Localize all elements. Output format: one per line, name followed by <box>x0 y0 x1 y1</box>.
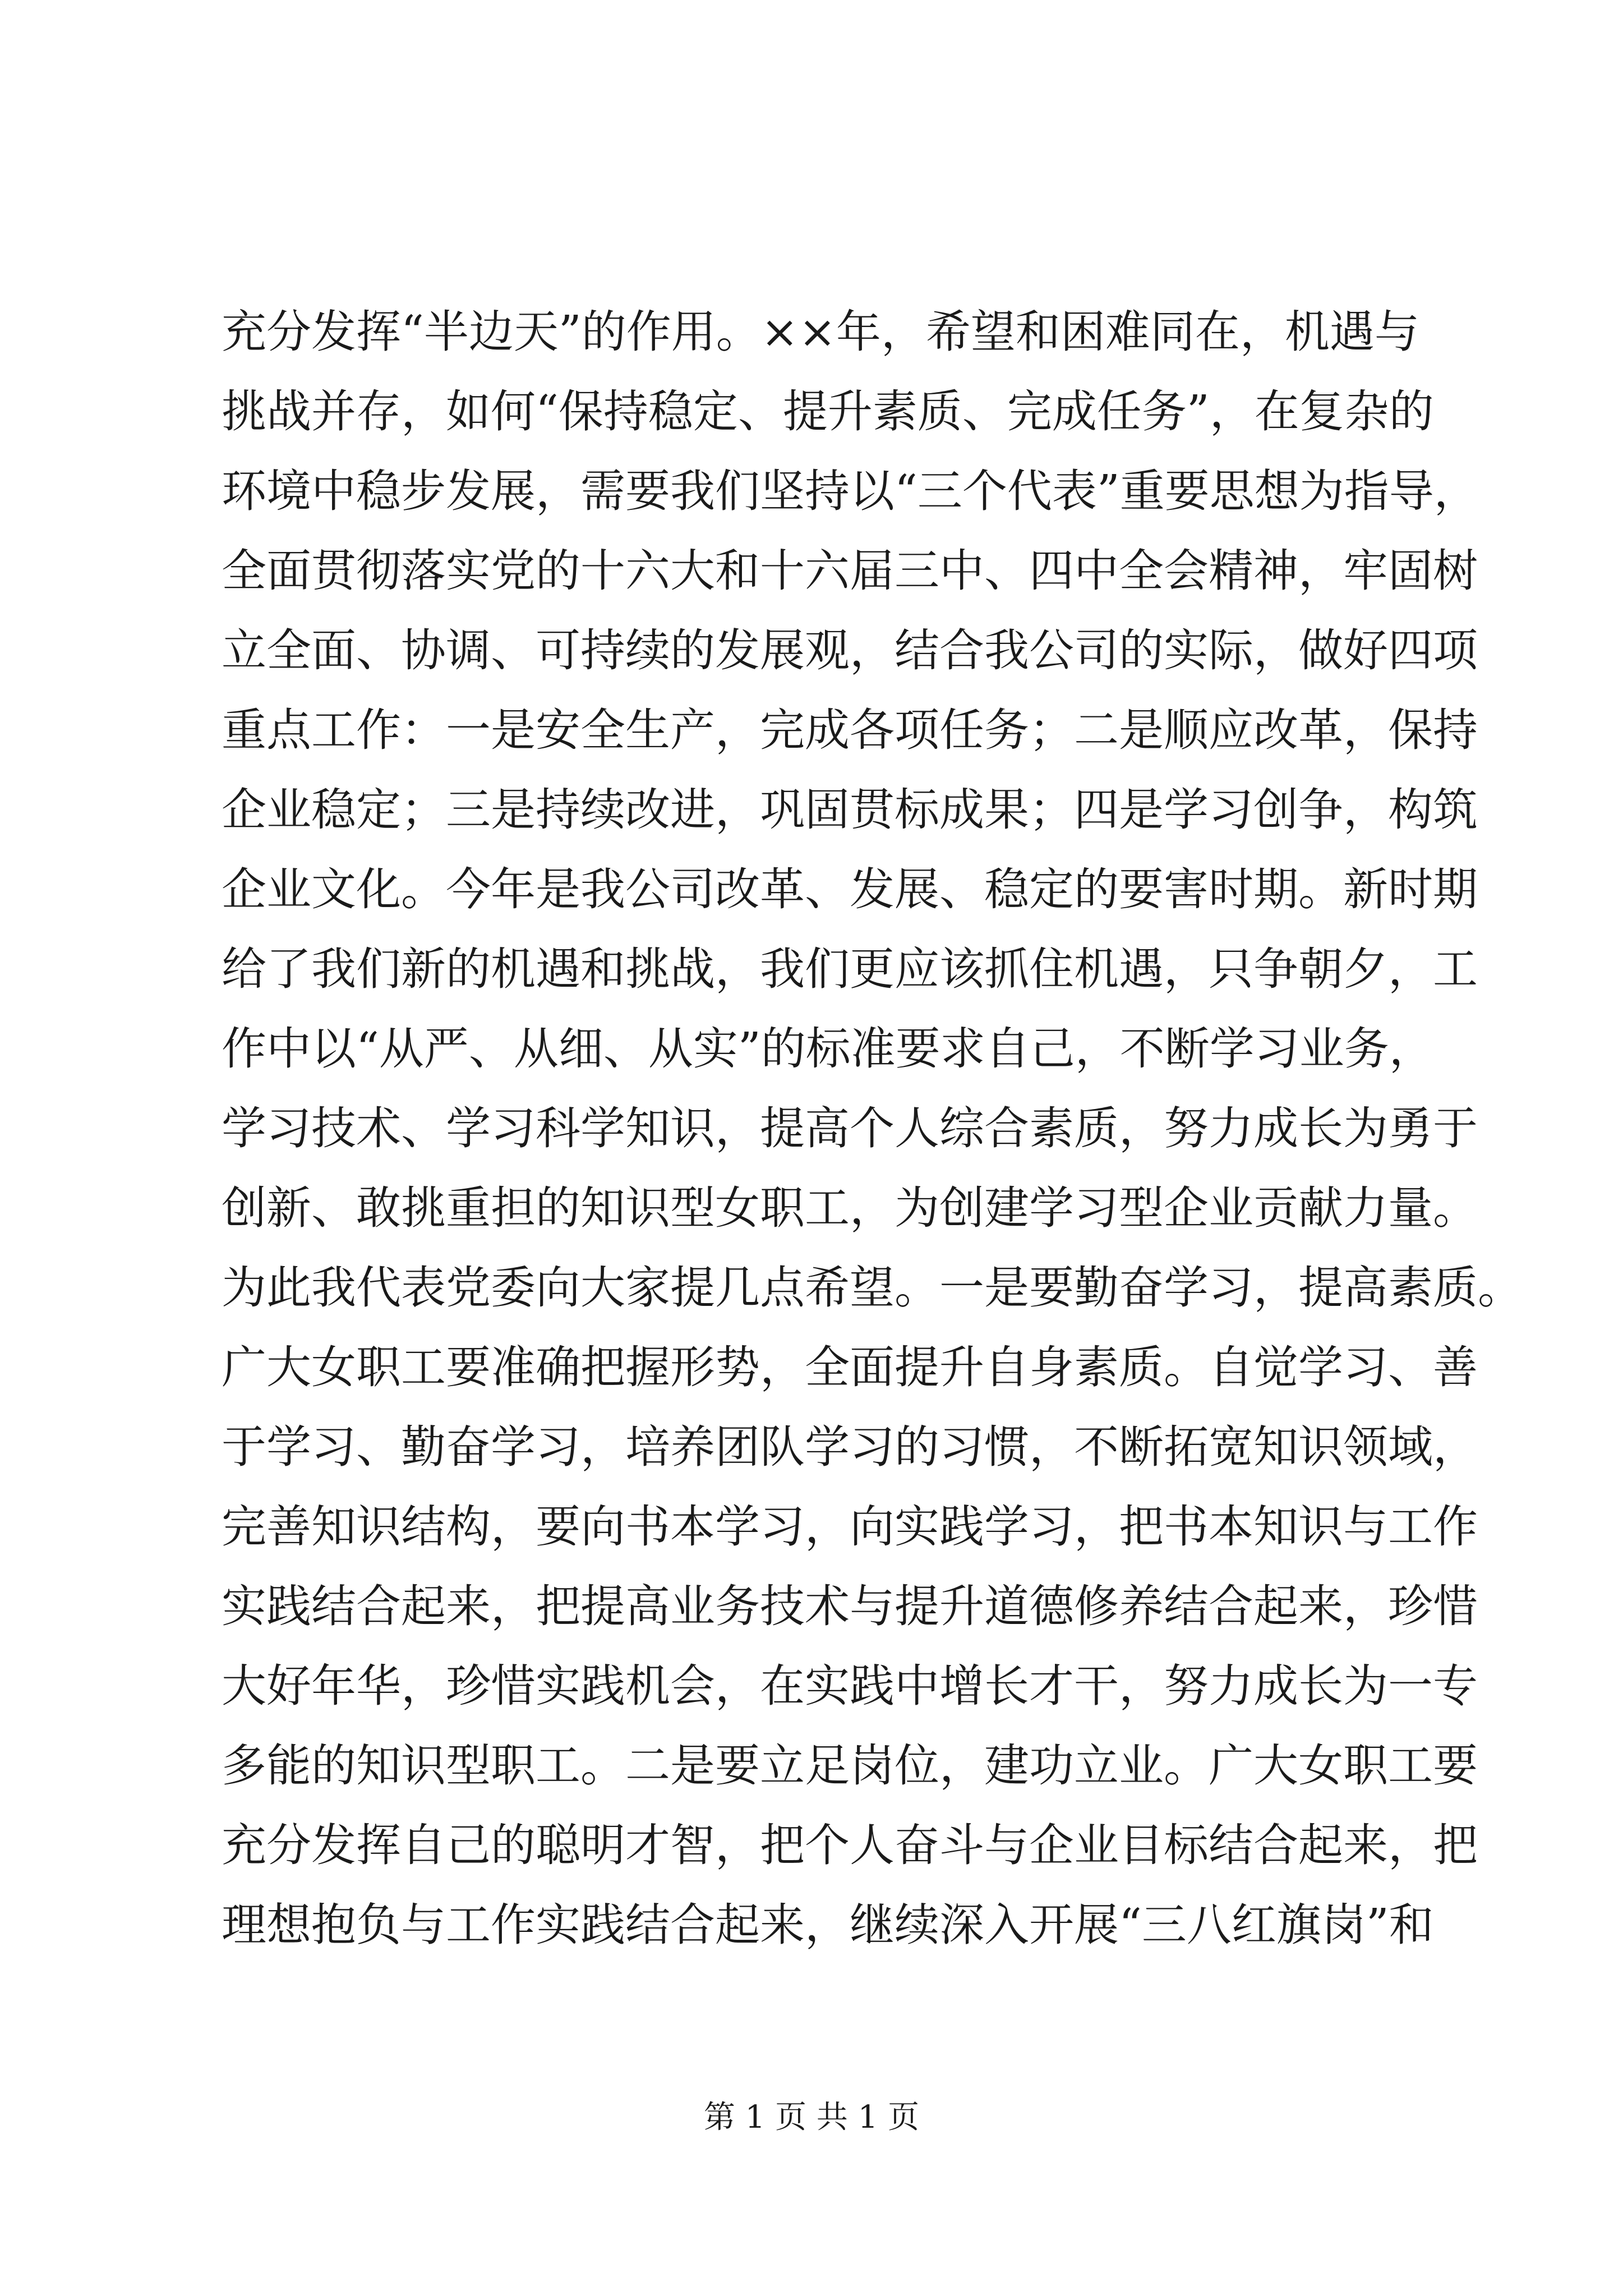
text-line: 立全面、协调、可持续的发展观，结合我公司的实际，做好四项 <box>222 624 1478 677</box>
text-line: 实践结合起来，把提高业务技术与提升道德修养结合起来，珍惜 <box>222 1580 1478 1632</box>
text-line: 全面贯彻落实党的十六大和十六届三中、四中全会精神，牢固树 <box>222 545 1478 597</box>
text-line: 广大女职工要准确把握形势，全面提升自身素质。自觉学习、善 <box>222 1341 1478 1393</box>
text-line: 充分发挥“半边天”的作用。××年，希望和困难同在，机遇与 <box>222 306 1419 358</box>
text-line: 给了我们新的机遇和挑战，我们更应该抓住机遇，只争朝夕，工 <box>222 943 1478 995</box>
page-number-label: 第 1 页 共 1 页 <box>703 2099 920 2136</box>
text-line: 多能的知识型职工。二是要立足岗位，建功立业。广大女职工要 <box>222 1740 1478 1792</box>
text-line: 环境中稳步发展，需要我们坚持以“三个代表”重要思想为指导， <box>222 465 1479 517</box>
text-line: 于学习、勤奋学习，培养团队学习的习惯，不断拓宽知识领域， <box>222 1421 1478 1473</box>
text-line: 大好年华，珍惜实践机会，在实践中增长才干，努力成长为一专 <box>222 1660 1478 1712</box>
page-footer <box>0 2098 1623 2137</box>
text-line: 学习技术、学习科学知识，提高个人综合素质，努力成长为勇于 <box>222 1102 1478 1154</box>
text-line: 充分发挥自己的聪明才智，把个人奋斗与企业目标结合起来，把 <box>222 1819 1478 1871</box>
text-line: 完善知识结构，要向书本学习，向实践学习，把书本知识与工作 <box>222 1501 1478 1553</box>
text-line: 挑战并存，如何“保持稳定、提升素质、完成任务”，在复杂的 <box>222 385 1434 438</box>
text-line: 重点工作：一是安全生产，完成各项任务；二是顺应改革，保持 <box>222 704 1478 756</box>
text-line: 理想抱负与工作实践结合起来，继续深入开展“三八红旗岗”和 <box>222 1899 1434 1951</box>
text-line: 企业文化。今年是我公司改革、发展、稳定的要害时期。新时期 <box>222 863 1478 915</box>
body-text <box>222 306 1523 1980</box>
text-line: 企业稳定；三是持续改进，巩固贯标成果；四是学习创争，构筑 <box>222 784 1478 836</box>
text-line: 为此我代表党委向大家提几点希望。一是要勤奋学习，提高素质。 <box>222 1262 1523 1314</box>
text-line: 作中以“从严、从细、从实”的标准要求自己，不断学习业务， <box>222 1023 1434 1075</box>
text-line: 创新、敢挑重担的知识型女职工，为创建学习型企业贡献力量。 <box>222 1182 1478 1234</box>
